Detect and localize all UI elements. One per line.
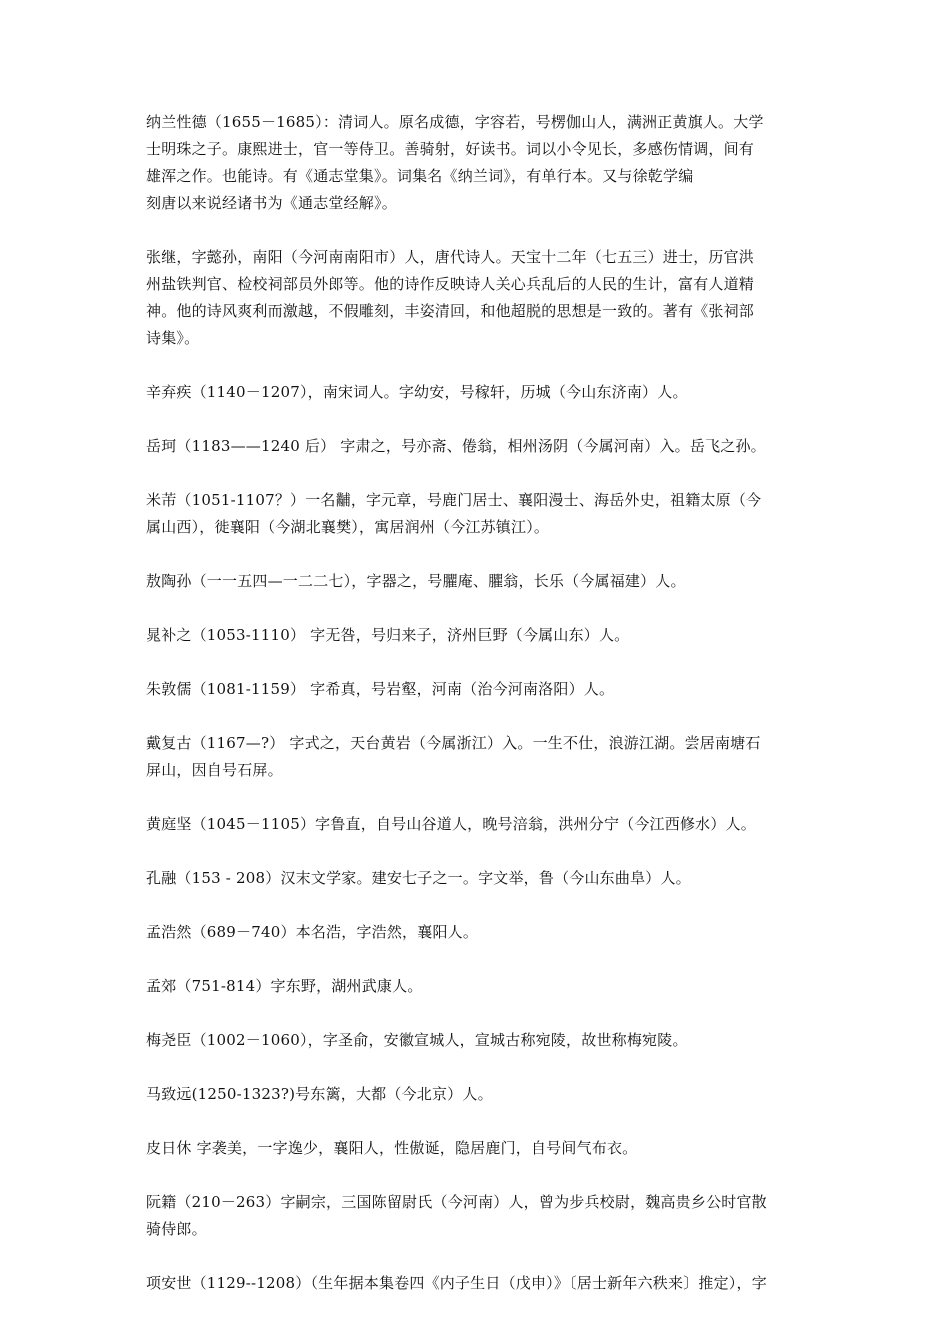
text-line: 雄浑之作。也能诗。有《通志堂集》。词集名《纳兰词》，有单行本。又与徐乾学编 (146, 167, 694, 185)
text-line: 敖陶孙（一一五四—一二二七），字器之，号臞庵、臞翁，长乐（今属福建）人。 (146, 572, 686, 590)
entry-huang-tingjian (146, 811, 810, 838)
text-line: 刻唐以来说经诸书为《通志堂经解》。 (146, 194, 397, 212)
entry-mei-yaochen (146, 1027, 810, 1054)
text-line: 晁补之（1053-1110） 字无咎，号归来子，济州巨野（今属山东）人。 (146, 626, 630, 644)
entry-mi-fu (146, 487, 810, 541)
text-line: 孟郊（751-814）字东野，湖州武康人。 (146, 977, 423, 995)
entry-zhu-dunru (146, 676, 810, 703)
text-line: 岳珂（1183——1240 后） 字肃之，号亦斋、倦翁，相州汤阴（今属河南）入。岳飞之孙。 (146, 437, 766, 455)
text-line: 张继，字懿孙，南阳（今河南南阳市）人，唐代诗人。天宝十二年（七五三）进士，历官洪 (146, 248, 755, 266)
text-line: 辛弃疾（1140－1207），南宋词人。字幼安，号稼轩，历城（今山东济南）人。 (146, 383, 688, 401)
entry-yue-ke (146, 433, 810, 460)
entry-nalan-xingde (146, 109, 810, 217)
text-line: 士明珠之子。康熙进士，官一等侍卫。善骑射，好读书。词以小令见长，多感伤情调，间有 (146, 140, 755, 158)
text-line: 马致远(1250-1323?)号东篱，大都（今北京）人。 (146, 1085, 493, 1103)
text-line: 神。他的诗风爽利而激越，不假雕刻，丰姿清回，和他超脱的思想是一致的。著有《张祠部 (146, 302, 755, 320)
entry-meng-haoran (146, 919, 810, 946)
text-line: 纳兰性德（1655－1685）：清词人。原名成德，字容若，号楞伽山人，满洲正黄旗人。大学 (146, 113, 764, 131)
entry-ao-taosun (146, 568, 810, 595)
text-line: 朱敦儒（1081-1159） 字希真，号岩壑，河南（治今河南洛阳）人。 (146, 680, 615, 698)
text-line: 梅尧臣（1002－1060），字圣俞，安徽宣城人，宣城古称宛陵，故世称梅宛陵。 (146, 1031, 688, 1049)
text-line: 米芾（1051-1107？）一名黼，字元章，号鹿门居士、襄阳漫士、海岳外史，祖籍太原（今 (146, 491, 762, 509)
entry-meng-jiao (146, 973, 810, 1000)
text-line: 戴复古（1167—?） 字式之，天台黄岩（今属浙江）入。一生不仕，浪游江湖。尝居南塘石 (146, 734, 761, 752)
text-line: 项安世（1129--1208）（生年据本集卷四《内子生日（戊申）》〔居士新年六秩来〕推定），字 (146, 1274, 767, 1292)
text-line: 属山西），徙襄阳（今湖北襄樊），寓居润州（今江苏镇江）。 (146, 518, 550, 536)
entry-xiang-anshi (146, 1270, 810, 1297)
entry-ruan-ji (146, 1189, 810, 1243)
text-line: 屏山，因自号石屏。 (146, 761, 283, 779)
entry-dai-fugu (146, 730, 810, 784)
entry-ma-zhiyuan (146, 1081, 810, 1108)
entry-zhang-ji (146, 244, 810, 352)
text-line: 黄庭坚（1045－1105）字鲁直，自号山谷道人，晚号涪翁，洪州分宁（今江西修水）人。 (146, 815, 756, 833)
entry-kong-rong (146, 865, 810, 892)
entry-pi-rixiu (146, 1135, 810, 1162)
text-line: 阮籍（210－263）字嗣宗，三国陈留尉氏（今河南）人，曾为步兵校尉，魏高贵乡公时官散 (146, 1193, 767, 1211)
entry-xin-qiji (146, 379, 810, 406)
entry-chao-buzhi (146, 622, 810, 649)
document-body (146, 109, 810, 1324)
text-line: 诗集》。 (146, 329, 200, 347)
text-line: 州盐铁判官、检校祠部员外郎等。他的诗作反映诗人关心兵乱后的人民的生计，富有人道精 (146, 275, 755, 293)
text-line: 孔融（153 - 208）汉末文学家。建安七子之一。字文举，鲁（今山东曲阜）人。 (146, 869, 691, 887)
text-line: 骑侍郎。 (146, 1220, 207, 1238)
text-line: 孟浩然（689－740）本名浩，字浩然，襄阳人。 (146, 923, 479, 941)
text-line: 皮日休 字袭美，一字逸少，襄阳人，性傲诞，隐居鹿门，自号间气布衣。 (146, 1139, 638, 1157)
